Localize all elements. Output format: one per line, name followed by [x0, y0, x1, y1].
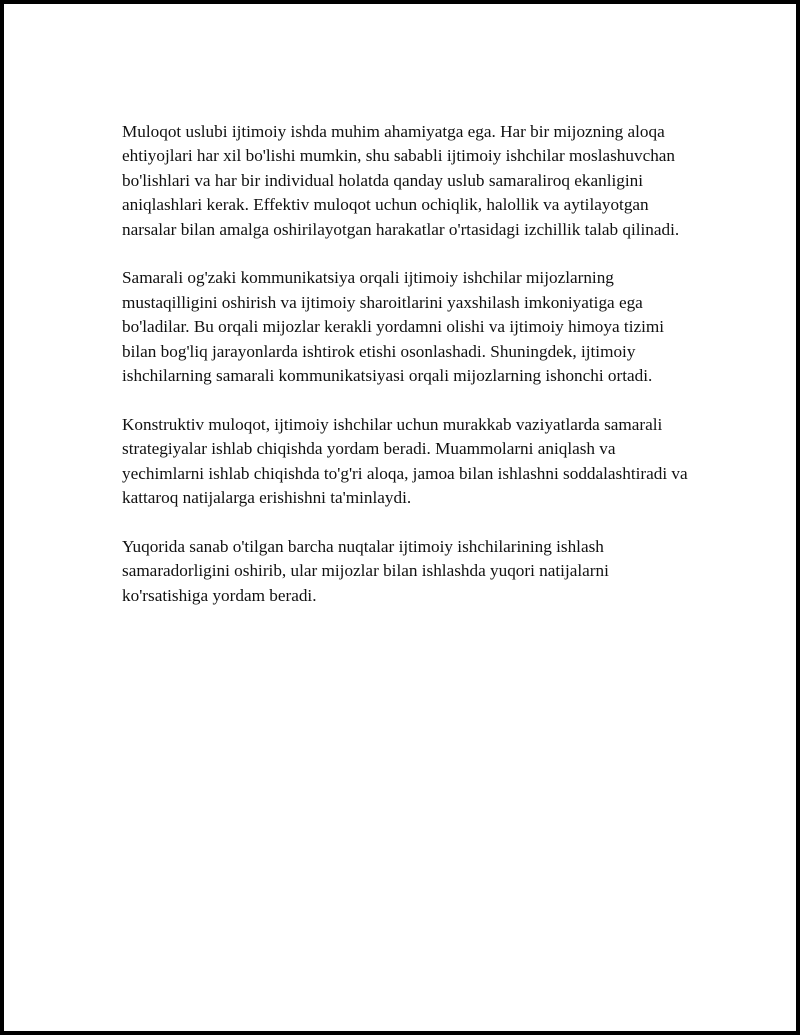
paragraph-1: Muloqot uslubi ijtimoiy ishda muhim ahamiyatga ega. Har bir mijozning aloqa ehtiyojlari har xil bo'lishi mumkin, shu sababli ijtimoiy ishchilar moslashuvchan bo'lishlari va har bir individual holatda qanday uslub samaraliroq ekanligini aniqlashlari kerak. Effektiv muloqot uchun ochiqlik, halollik va aytilayotgan narsalar bilan amalga oshirilayotgan harakatlar o'rtasidagi izchillik talab qilinadi. — [122, 122, 680, 239]
paragraph-3: Konstruktiv muloqot, ijtimoiy ishchilar uchun murakkab vaziyatlarda samarali strategiyalar ishlab chiqishda yordam beradi. Muammolarni aniqlash va yechimlarni ishlab chiqishda to'g'ri aloqa, jamoa bilan ishlashni soddalashtiradi va kattaroq natijalarga erishishni ta'minlaydi. — [122, 414, 688, 508]
paragraph-4: Yuqorida sanab o'tilgan barcha nuqtalar ijtimoiy ishchilarining ishlash samaradorligini oshirib, ular mijozlar bilan ishlashda yuqori natijalarni ko'rsatishiga yordam beradi. — [122, 536, 609, 605]
document-body — [122, 120, 697, 632]
paragraph-2: Samarali og'zaki kommunikatsiya orqali ijtimoiy ishchilar mijozlarning mustaqilligini oshirish va ijtimoiy sharoitlarini yaxshilash imkoniyatiga ega bo'ladilar. Bu orqali mijozlar kerakli yordamni olishi va ijtimoiy himoya tizimi bilan bog'liq jarayonlarda ishtirok etishi osonlashadi. Shuningdek, ijtimoiy ishchilarning samarali kommunikatsiyasi orqali mijozlarning ishonchi ortadi. — [122, 268, 665, 386]
